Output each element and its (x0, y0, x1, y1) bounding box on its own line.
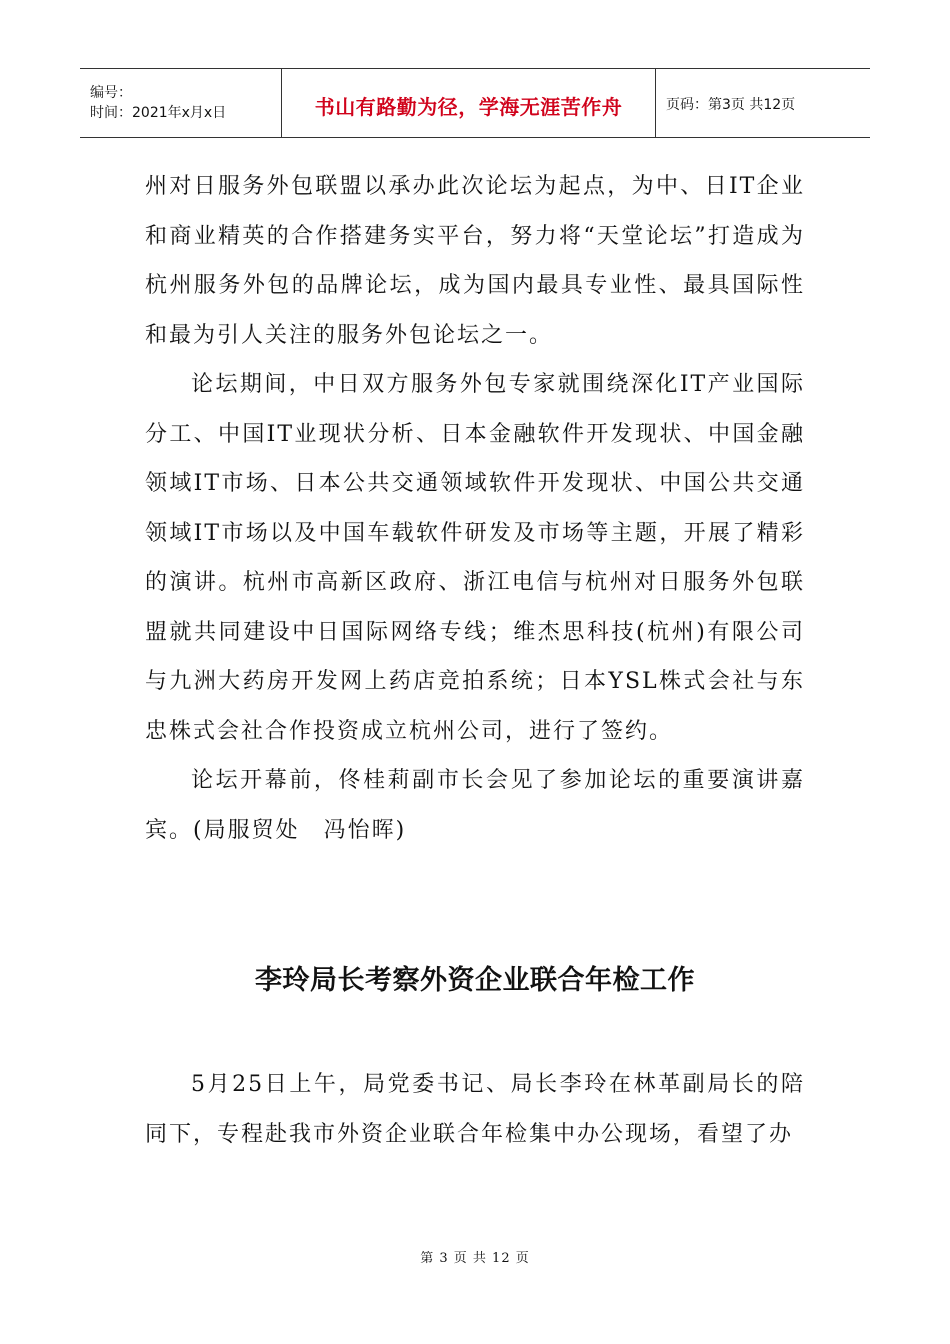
article-body-1 (145, 162, 805, 855)
paragraph: 州对日服务外包联盟以承办此次论坛为起点，为中、日IT企业和商业精英的合作搭建务实平台，努力将“天堂论坛”打造成为杭州服务外包的品牌论坛，成为国内最具专业性、最具国际性和最为引人关注的服务外包论坛之一。 (145, 174, 805, 348)
page-footer: 第 3 页 共 12 页 (420, 1251, 530, 1266)
header-meta-cell (80, 69, 282, 137)
page-header (80, 68, 870, 138)
document-number-label: 编号： (90, 85, 132, 101)
article-title: 李玲局长考察外资企业联合年检工作 (255, 965, 695, 996)
header-page-info: 页码：第3页 共12页 (666, 97, 796, 113)
header-motto-cell (282, 69, 656, 137)
article-body-2 (145, 1060, 805, 1159)
header-page-cell (656, 69, 870, 137)
document-date-label: 时间：2021年x月x日 (90, 105, 227, 121)
paragraph: 论坛期间，中日双方服务外包专家就围绕深化IT产业国际分工、中国IT业现状分析、日本金融软件开发现状、中国金融领域IT市场、日本公共交通领域软件开发现状、中国公共交通领域IT市场以及中国车载软件研发及市场等主题，开展了精彩的演讲。杭州市高新区政府、浙江电信与杭州对日服务外包联盟就共同建设中日国际网络专线；维杰思科技(杭州)有限公司与九洲大药房开发网上药店竞拍系统；日本YSL株式会社与东忠株式会社合作投资成立杭州公司，进行了签约。 (145, 372, 805, 744)
header-motto: 书山有路勤为径，学海无涯苦作舟 (314, 94, 623, 119)
paragraph: 5月25日上午，局党委书记、局长李玲在林革副局长的陪同下，专程赴我市外资企业联合年检集中办公现场，看望了办 (145, 1072, 805, 1147)
paragraph: 论坛开幕前，佟桂莉副市长会见了参加论坛的重要演讲嘉宾。(局服贸处 冯怡晖) (145, 768, 805, 843)
